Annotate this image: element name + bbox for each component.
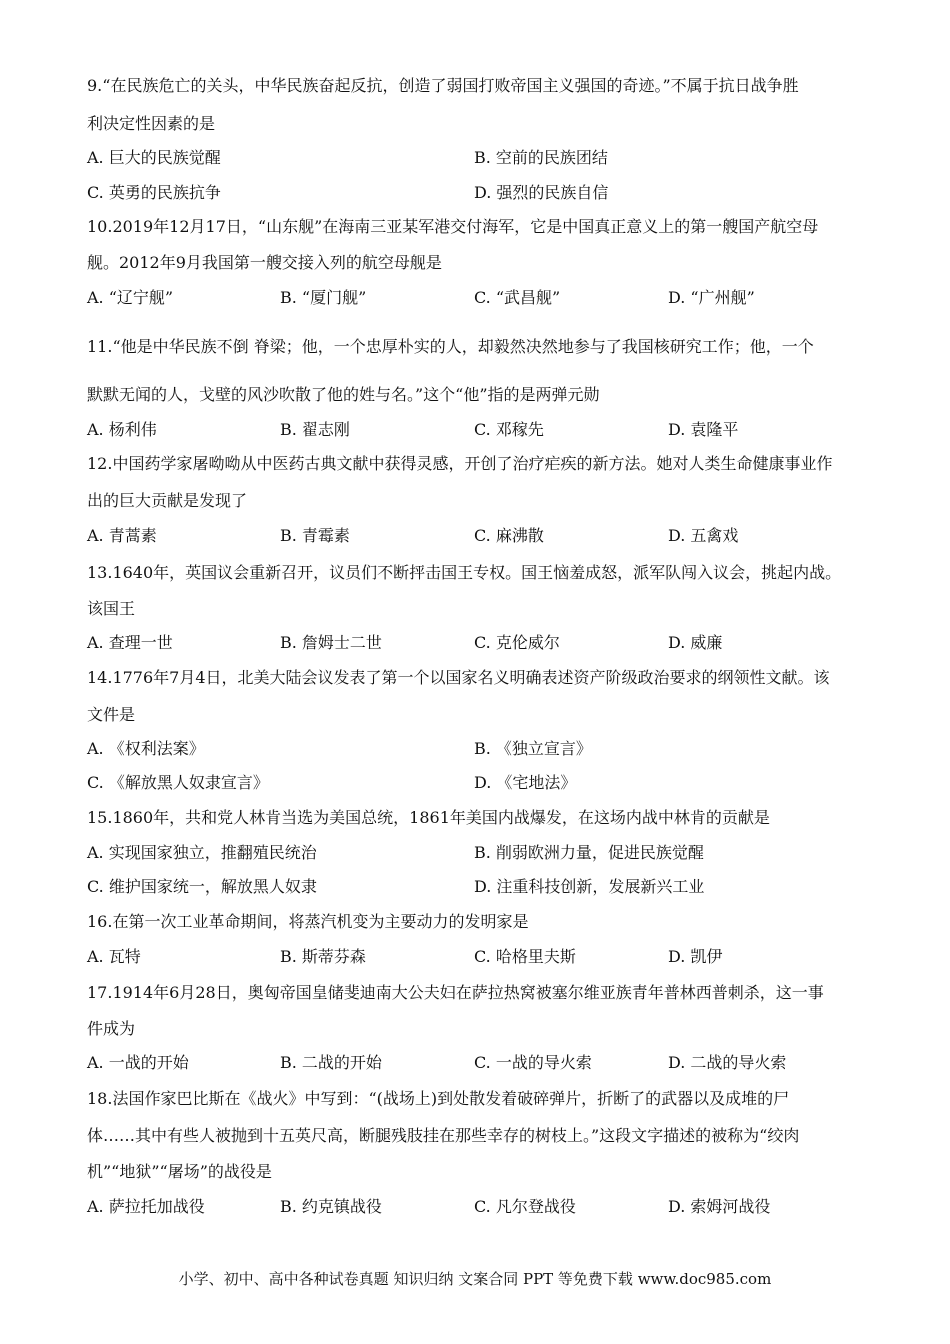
question-9-option-d: D. 强烈的民族自信 (474, 183, 609, 202)
question-11-line-1: 11.“他是中华民族不倒 脊梁；他，一个忠厚朴实的人，却毅然决然地参与了我国核研究工作；他，一个 (87, 337, 814, 356)
question-11-option-d: D. 袁隆平 (668, 420, 739, 439)
question-10-option-a: A. “辽宁舰” (87, 288, 174, 307)
question-9-option-b: B. 空前的民族团结 (474, 148, 608, 167)
question-15-option-c: C. 维护国家统一，解放黑人奴隶 (87, 877, 317, 896)
question-18-option-c: C. 凡尔登战役 (474, 1197, 576, 1216)
question-14-line-2: 文件是 (87, 705, 136, 724)
question-9-option-c: C. 英勇的民族抗争 (87, 183, 221, 202)
question-12-option-c: C. 麻沸散 (474, 526, 544, 545)
question-13-line-2: 该国王 (87, 599, 136, 618)
question-11-line-2: 默默无闻的人，戈壁的风沙吹散了他的姓与名。”这个“他”指的是两弹元勋 (87, 385, 600, 404)
question-12-line-1: 12.中国药学家屠呦呦从中医药古典文献中获得灵感，开创了治疗疟疾的新方法。她对人类生命健康事业作 (87, 454, 833, 473)
question-17-line-1: 17.1914年6月28日，奥匈帝国皇储斐迪南大公夫妇在萨拉热窝被塞尔维亚族青年普林西普刺杀，这一事 (87, 983, 824, 1002)
question-11-option-a: A. 杨利伟 (87, 420, 157, 439)
question-14-option-d: D. 《宅地法》 (474, 773, 577, 792)
question-18-line-2: 体……其中有些人被抛到十五英尺高，断腿残肢挂在那些幸存的树枝上。”这段文字描述的被称为“绞肉 (87, 1126, 800, 1145)
question-14-line-1: 14.1776年7月4日，北美大陆会议发表了第一个以国家名义明确表述资产阶级政治要求的纲领性文献。该 (87, 668, 830, 687)
question-10-option-d: D. “广州舰” (668, 288, 755, 307)
question-9-line-2: 利决定性因素的是 (87, 114, 216, 133)
question-14-option-b: B. 《独立宣言》 (474, 739, 592, 758)
question-17-option-b: B. 二战的开始 (280, 1053, 382, 1072)
question-15-option-d: D. 注重科技创新，发展新兴工业 (474, 877, 705, 896)
question-17-option-d: D. 二战的导火索 (668, 1053, 787, 1072)
question-12-option-a: A. 青蒿素 (87, 526, 157, 545)
question-12-line-2: 出的巨大贡献是发现了 (87, 491, 248, 510)
question-9-line-1: 9.“在民族危亡的关头，中华民族奋起反抗，创造了弱国打败帝国主义强国的奇迹。”不属于抗日战争胜 (87, 76, 799, 95)
question-13-option-b: B. 詹姆士二世 (280, 633, 382, 652)
question-9-option-a: A. 巨大的民族觉醒 (87, 148, 221, 167)
question-13-option-d: D. 威廉 (668, 633, 723, 652)
question-10-line-2: 舰。2012年9月我国第一艘交接入列的航空母舰是 (87, 253, 442, 272)
question-18-line-3: 机”“地狱”“屠场”的战役是 (87, 1162, 272, 1181)
question-13-line-1: 13.1640年，英国议会重新召开，议员们不断抨击国王专权。国王恼羞成怒，派军队闯入议会，挑起内战。 (87, 563, 842, 582)
question-12-option-d: D. 五禽戏 (668, 526, 739, 545)
question-11-option-b: B. 翟志刚 (280, 420, 350, 439)
question-16-option-d: D. 凯伊 (668, 947, 723, 966)
page-footer: 小学、初中、高中各种试卷真题 知识归纳 文案合同 PPT 等免费下载 www.doc985.com (178, 1270, 772, 1288)
question-15-option-a: A. 实现国家独立，推翻殖民统治 (87, 843, 317, 862)
question-15-option-b: B. 削弱欧洲力量，促进民族觉醒 (474, 843, 704, 862)
question-10-option-c: C. “武昌舰” (474, 288, 561, 307)
question-11-option-c: C. 邓稼先 (474, 420, 544, 439)
question-18-option-b: B. 约克镇战役 (280, 1197, 382, 1216)
question-16-option-b: B. 斯蒂芬森 (280, 947, 366, 966)
question-17-option-c: C. 一战的导火索 (474, 1053, 592, 1072)
question-10-option-b: B. “厦门舰” (280, 288, 367, 307)
question-18-option-d: D. 索姆河战役 (668, 1197, 771, 1216)
question-16-line-1: 16.在第一次工业革命期间，将蒸汽机变为主要动力的发明家是 (87, 912, 529, 931)
question-15-line-1: 15.1860年，共和党人林肯当选为美国总统，1861年美国内战爆发，在这场内战中林肯的贡献是 (87, 808, 770, 827)
question-16-option-a: A. 瓦特 (87, 947, 141, 966)
question-12-option-b: B. 青霉素 (280, 526, 350, 545)
question-10-line-1: 10.2019年12月17日，“山东舰”在海南三亚某军港交付海军，它是中国真正意义上的第一艘国产航空母 (87, 217, 819, 236)
question-14-option-c: C. 《解放黑人奴隶宣言》 (87, 773, 269, 792)
question-13-option-a: A. 查理一世 (87, 633, 173, 652)
question-18-line-1: 18.法国作家巴比斯在《战火》中写到：“(战场上)到处散发着破碎弹片，折断了的武器以及成堆的尸 (87, 1089, 790, 1108)
question-14-option-a: A. 《权利法案》 (87, 739, 205, 758)
question-17-option-a: A. 一战的开始 (87, 1053, 189, 1072)
question-16-option-c: C. 哈格里夫斯 (474, 947, 576, 966)
question-18-option-a: A. 萨拉托加战役 (87, 1197, 205, 1216)
question-17-line-2: 件成为 (87, 1019, 136, 1038)
question-13-option-c: C. 克伦威尔 (474, 633, 560, 652)
